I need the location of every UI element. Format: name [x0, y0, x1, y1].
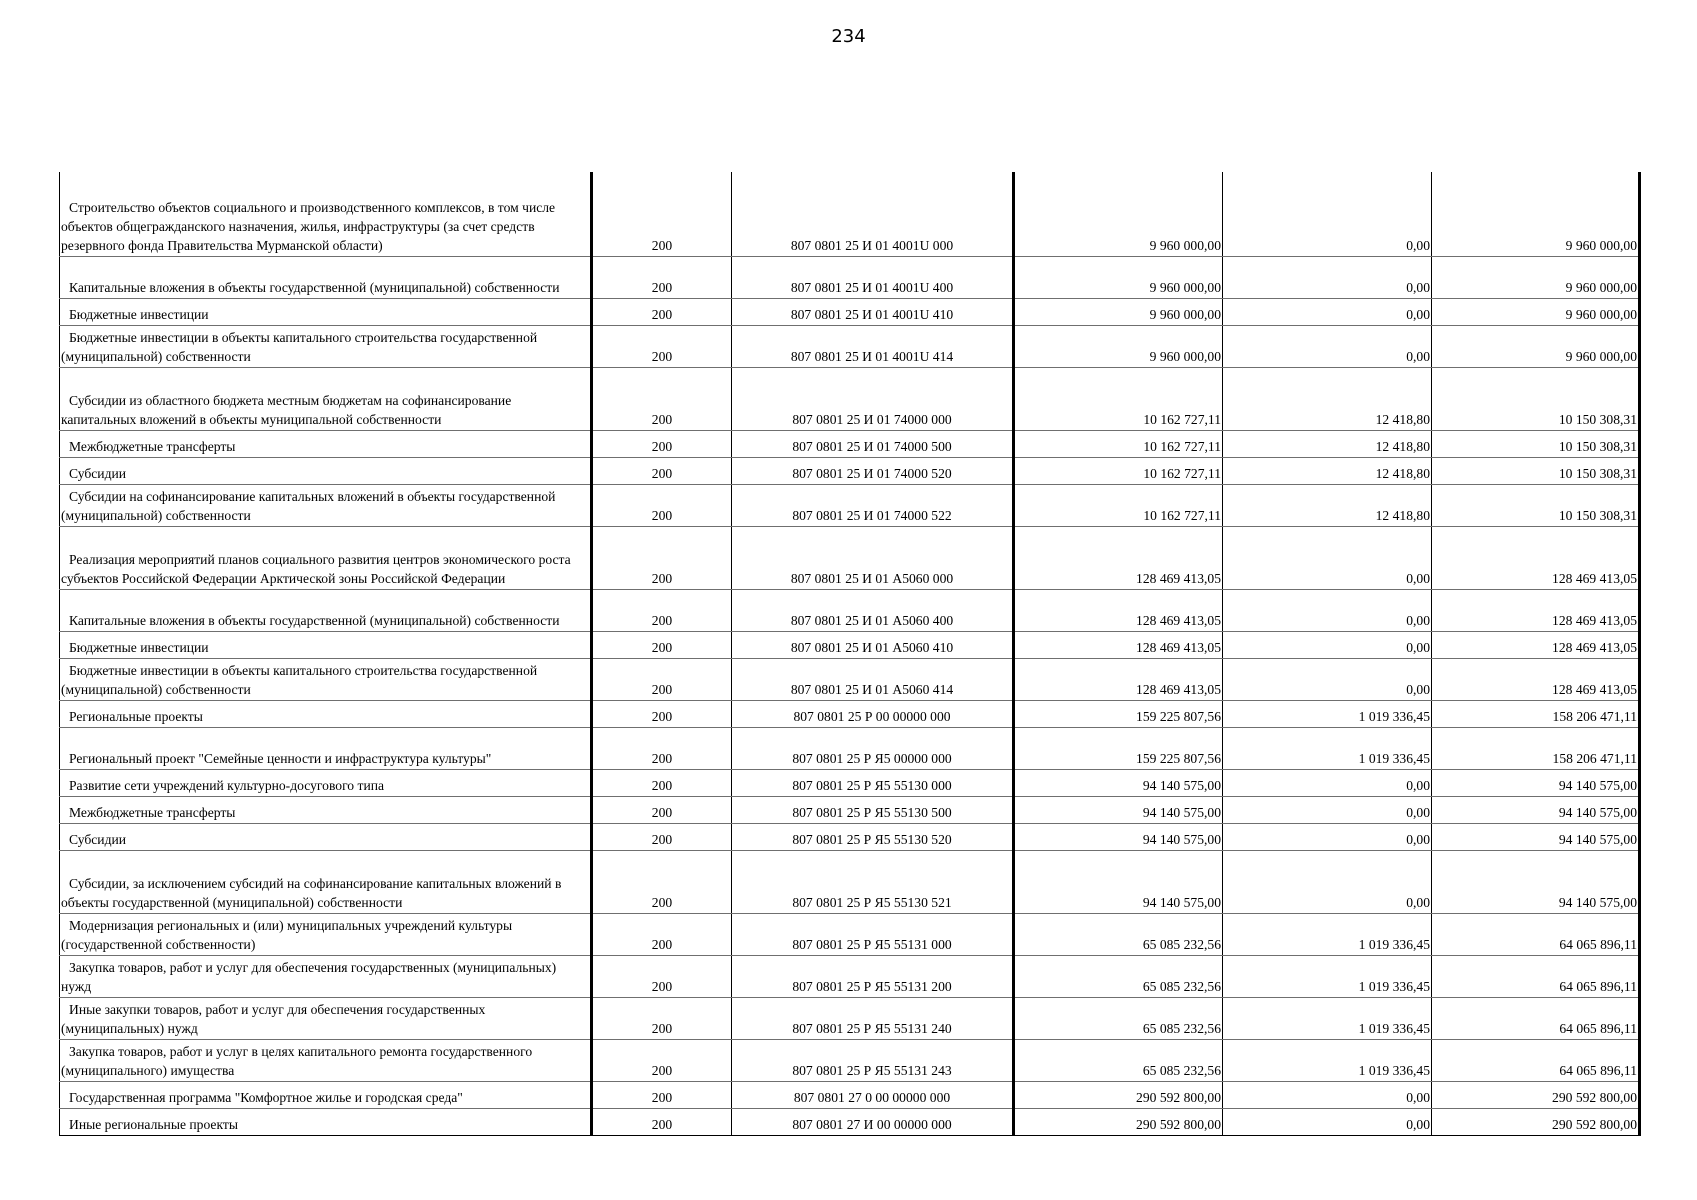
- row-value-1: 9 960 000,00: [1014, 325, 1223, 367]
- row-grbs: 200: [592, 589, 732, 631]
- row-name: [60, 1108, 592, 1135]
- row-grbs: 200: [592, 727, 732, 769]
- table-row: [60, 1108, 1640, 1135]
- row-value-3: 10 150 308,31: [1432, 367, 1640, 430]
- row-value-3: 10 150 308,31: [1432, 430, 1640, 457]
- row-value-1: 128 469 413,05: [1014, 658, 1223, 700]
- row-name-text: Бюджетные инвестиции: [69, 306, 209, 322]
- row-code: 807 0801 25 И 01 74000 522: [732, 484, 1014, 526]
- table-row: [60, 256, 1640, 298]
- table-row: [60, 325, 1640, 367]
- row-code: 807 0801 25 И 01 А5060 400: [732, 589, 1014, 631]
- table-row: [60, 484, 1640, 526]
- row-grbs: 200: [592, 769, 732, 796]
- row-code: 807 0801 25 И 01 74000 520: [732, 457, 1014, 484]
- table-row: [60, 367, 1640, 430]
- row-grbs: 200: [592, 256, 732, 298]
- row-name: [60, 913, 592, 955]
- row-name-text: Региональные проекты: [69, 708, 203, 724]
- row-value-2: 0,00: [1223, 172, 1432, 256]
- row-name-text: Межбюджетные трансферты: [69, 438, 236, 454]
- row-value-3: 9 960 000,00: [1432, 256, 1640, 298]
- row-name: [60, 1039, 592, 1081]
- table-row: [60, 430, 1640, 457]
- table-row: [60, 172, 1640, 256]
- row-value-2: 0,00: [1223, 631, 1432, 658]
- row-name: [60, 796, 592, 823]
- row-value-3: 64 065 896,11: [1432, 955, 1640, 997]
- row-code: 807 0801 25 Р Я5 55131 200: [732, 955, 1014, 997]
- row-value-2: 1 019 336,45: [1223, 727, 1432, 769]
- row-name: [60, 769, 592, 796]
- row-value-1: 128 469 413,05: [1014, 631, 1223, 658]
- row-grbs: 200: [592, 955, 732, 997]
- row-value-2: 12 418,80: [1223, 430, 1432, 457]
- row-code: 807 0801 25 Р Я5 00000 000: [732, 727, 1014, 769]
- row-code: 807 0801 27 0 00 00000 000: [732, 1081, 1014, 1108]
- row-value-1: 94 140 575,00: [1014, 769, 1223, 796]
- row-value-3: 64 065 896,11: [1432, 1039, 1640, 1081]
- row-grbs: 200: [592, 172, 732, 256]
- row-grbs: 200: [592, 298, 732, 325]
- table-row: [60, 589, 1640, 631]
- row-name-text: Бюджетные инвестиции: [69, 639, 209, 655]
- row-code: 807 0801 25 Р Я5 55131 243: [732, 1039, 1014, 1081]
- row-name-text: Капитальные вложения в объекты государственной (муниципальной) собственности: [69, 612, 560, 628]
- row-code: 807 0801 25 И 01 4001U 400: [732, 256, 1014, 298]
- row-value-2: 0,00: [1223, 658, 1432, 700]
- table-row: [60, 823, 1640, 850]
- row-grbs: 200: [592, 850, 732, 913]
- table-row: [60, 769, 1640, 796]
- row-value-2: 0,00: [1223, 526, 1432, 589]
- row-grbs: 200: [592, 658, 732, 700]
- row-name-text: Субсидии, за исключением субсидий на софинансирование капитальных вложений в объекты государственной (муниципальной) собственности: [61, 875, 562, 910]
- row-code: 807 0801 25 Р 00 00000 000: [732, 700, 1014, 727]
- row-name-text: Бюджетные инвестиции в объекты капитального строительства государственной (муниципальной) собственности: [61, 329, 538, 364]
- row-name-text: Региональный проект "Семейные ценности и инфраструктура культуры": [69, 750, 492, 766]
- row-value-2: 12 418,80: [1223, 367, 1432, 430]
- row-value-3: 94 140 575,00: [1432, 769, 1640, 796]
- table-row: [60, 913, 1640, 955]
- row-name: [60, 430, 592, 457]
- row-value-1: 290 592 800,00: [1014, 1081, 1223, 1108]
- row-name: [60, 1081, 592, 1108]
- row-name-text: Иные региональные проекты: [69, 1116, 238, 1132]
- row-code: 807 0801 25 Р Я5 55130 521: [732, 850, 1014, 913]
- row-value-2: 0,00: [1223, 298, 1432, 325]
- row-name: [60, 298, 592, 325]
- row-code: 807 0801 25 Р Я5 55130 000: [732, 769, 1014, 796]
- row-name-text: Закупка товаров, работ и услуг для обеспечения государственных (муниципальных) нужд: [61, 959, 557, 994]
- row-code: 807 0801 25 И 01 74000 500: [732, 430, 1014, 457]
- row-value-3: 128 469 413,05: [1432, 526, 1640, 589]
- table-row: [60, 631, 1640, 658]
- row-grbs: 200: [592, 1081, 732, 1108]
- row-name: [60, 997, 592, 1039]
- row-name: [60, 484, 592, 526]
- table-row: [60, 457, 1640, 484]
- row-value-3: 9 960 000,00: [1432, 298, 1640, 325]
- row-value-1: 159 225 807,56: [1014, 727, 1223, 769]
- table-row: [60, 526, 1640, 589]
- row-code: 807 0801 25 И 01 А5060 414: [732, 658, 1014, 700]
- row-name: [60, 850, 592, 913]
- row-value-2: 1 019 336,45: [1223, 700, 1432, 727]
- row-value-1: 159 225 807,56: [1014, 700, 1223, 727]
- row-value-2: 0,00: [1223, 823, 1432, 850]
- row-value-2: 0,00: [1223, 796, 1432, 823]
- row-value-3: 128 469 413,05: [1432, 658, 1640, 700]
- row-value-2: 12 418,80: [1223, 457, 1432, 484]
- row-name-text: Иные закупки товаров, работ и услуг для обеспечения государственных (муниципальных) нужд: [61, 1001, 486, 1036]
- row-code: 807 0801 25 И 01 А5060 410: [732, 631, 1014, 658]
- row-name-text: Строительство объектов социального и производственного комплексов, в том числе объектов общегражданского назначения, жилья, инфраструктуры (за счет средств резервного фонда Правительства Мурманской области): [61, 199, 556, 253]
- row-code: 807 0801 25 И 01 4001U 410: [732, 298, 1014, 325]
- row-value-1: 65 085 232,56: [1014, 955, 1223, 997]
- row-value-1: 94 140 575,00: [1014, 850, 1223, 913]
- row-value-1: 94 140 575,00: [1014, 796, 1223, 823]
- row-value-2: 0,00: [1223, 769, 1432, 796]
- table-row: [60, 727, 1640, 769]
- row-name-text: Модернизация региональных и (или) муниципальных учреждений культуры (государственной собственности): [61, 917, 513, 952]
- row-grbs: 200: [592, 913, 732, 955]
- row-grbs: 200: [592, 430, 732, 457]
- row-name: [60, 589, 592, 631]
- row-name-text: Капитальные вложения в объекты государственной (муниципальной) собственности: [69, 279, 560, 295]
- row-grbs: 200: [592, 1039, 732, 1081]
- row-name: [60, 172, 592, 256]
- row-name: [60, 955, 592, 997]
- row-value-2: 0,00: [1223, 1081, 1432, 1108]
- row-grbs: 200: [592, 796, 732, 823]
- row-value-3: 10 150 308,31: [1432, 484, 1640, 526]
- row-value-3: 94 140 575,00: [1432, 796, 1640, 823]
- table-row: [60, 850, 1640, 913]
- row-grbs: 200: [592, 997, 732, 1039]
- row-grbs: 200: [592, 457, 732, 484]
- row-value-1: 65 085 232,56: [1014, 997, 1223, 1039]
- row-grbs: 200: [592, 1108, 732, 1135]
- row-value-2: 0,00: [1223, 256, 1432, 298]
- row-value-3: 290 592 800,00: [1432, 1108, 1640, 1135]
- row-name-text: Субсидии на софинансирование капитальных вложений в объекты государственной (муниципальной) собственности: [61, 488, 556, 523]
- row-value-2: 0,00: [1223, 589, 1432, 631]
- row-value-3: 158 206 471,11: [1432, 700, 1640, 727]
- row-code: 807 0801 27 И 00 00000 000: [732, 1108, 1014, 1135]
- row-value-3: 128 469 413,05: [1432, 631, 1640, 658]
- row-value-1: 128 469 413,05: [1014, 589, 1223, 631]
- row-name-text: Субсидии: [69, 465, 127, 481]
- row-value-2: 0,00: [1223, 1108, 1432, 1135]
- row-code: 807 0801 25 И 01 4001U 000: [732, 172, 1014, 256]
- row-grbs: 200: [592, 484, 732, 526]
- row-value-3: 158 206 471,11: [1432, 727, 1640, 769]
- row-name: [60, 727, 592, 769]
- row-value-3: 10 150 308,31: [1432, 457, 1640, 484]
- row-name-text: Межбюджетные трансферты: [69, 804, 236, 820]
- row-code: 807 0801 25 И 01 А5060 000: [732, 526, 1014, 589]
- row-name-text: Развитие сети учреждений культурно-досугового типа: [69, 777, 385, 793]
- row-value-3: 64 065 896,11: [1432, 913, 1640, 955]
- row-name-text: Бюджетные инвестиции в объекты капитального строительства государственной (муниципальной) собственности: [61, 662, 538, 697]
- row-value-1: 10 162 727,11: [1014, 457, 1223, 484]
- table-row: [60, 700, 1640, 727]
- budget-table-body: [60, 172, 1640, 1135]
- row-name: [60, 457, 592, 484]
- row-value-1: 10 162 727,11: [1014, 367, 1223, 430]
- row-value-3: 94 140 575,00: [1432, 850, 1640, 913]
- table-row: [60, 997, 1640, 1039]
- row-value-1: 9 960 000,00: [1014, 256, 1223, 298]
- row-name: [60, 658, 592, 700]
- row-value-1: 10 162 727,11: [1014, 484, 1223, 526]
- row-value-1: 94 140 575,00: [1014, 823, 1223, 850]
- row-value-1: 65 085 232,56: [1014, 1039, 1223, 1081]
- row-value-2: 1 019 336,45: [1223, 955, 1432, 997]
- row-code: 807 0801 25 И 01 4001U 414: [732, 325, 1014, 367]
- row-value-3: 290 592 800,00: [1432, 1081, 1640, 1108]
- row-value-2: 1 019 336,45: [1223, 913, 1432, 955]
- row-value-1: 128 469 413,05: [1014, 526, 1223, 589]
- table-row: [60, 658, 1640, 700]
- row-value-2: 1 019 336,45: [1223, 1039, 1432, 1081]
- row-code: 807 0801 25 Р Я5 55131 240: [732, 997, 1014, 1039]
- row-value-1: 9 960 000,00: [1014, 172, 1223, 256]
- row-name: [60, 631, 592, 658]
- row-code: 807 0801 25 И 01 74000 000: [732, 367, 1014, 430]
- table-row: [60, 1039, 1640, 1081]
- row-value-3: 94 140 575,00: [1432, 823, 1640, 850]
- budget-table: [59, 172, 1641, 1136]
- row-name: [60, 823, 592, 850]
- row-value-3: 9 960 000,00: [1432, 325, 1640, 367]
- row-value-1: 290 592 800,00: [1014, 1108, 1223, 1135]
- row-code: 807 0801 25 Р Я5 55130 520: [732, 823, 1014, 850]
- row-name: [60, 526, 592, 589]
- row-name: [60, 367, 592, 430]
- row-name: [60, 700, 592, 727]
- row-value-2: 1 019 336,45: [1223, 997, 1432, 1039]
- row-value-3: 128 469 413,05: [1432, 589, 1640, 631]
- row-code: 807 0801 25 Р Я5 55131 000: [732, 913, 1014, 955]
- row-grbs: 200: [592, 325, 732, 367]
- row-name-text: Субсидии: [69, 831, 127, 847]
- table-row: [60, 1081, 1640, 1108]
- row-grbs: 200: [592, 631, 732, 658]
- row-name-text: Государственная программа "Комфортное жилье и городская среда": [69, 1089, 463, 1105]
- row-value-1: 9 960 000,00: [1014, 298, 1223, 325]
- row-name-text: Закупка товаров, работ и услуг в целях капитального ремонта государственного (муниципального) имущества: [61, 1043, 533, 1078]
- row-code: 807 0801 25 Р Я5 55130 500: [732, 796, 1014, 823]
- row-grbs: 200: [592, 367, 732, 430]
- row-grbs: 200: [592, 700, 732, 727]
- row-value-2: 12 418,80: [1223, 484, 1432, 526]
- row-name-text: Субсидии из областного бюджета местным бюджетам на софинансирование капитальных вложений в объекты муниципальной собственности: [61, 392, 512, 427]
- row-name: [60, 325, 592, 367]
- row-value-1: 65 085 232,56: [1014, 913, 1223, 955]
- table-row: [60, 796, 1640, 823]
- table-row: [60, 955, 1640, 997]
- row-name-text: Реализация мероприятий планов социального развития центров экономического роста субъектов Российской Федерации Арктической зоны Российской Федерации: [61, 551, 571, 586]
- table-row: [60, 298, 1640, 325]
- row-grbs: 200: [592, 823, 732, 850]
- row-value-2: 0,00: [1223, 850, 1432, 913]
- row-value-3: 9 960 000,00: [1432, 172, 1640, 256]
- row-value-3: 64 065 896,11: [1432, 997, 1640, 1039]
- row-value-1: 10 162 727,11: [1014, 430, 1223, 457]
- row-grbs: 200: [592, 526, 732, 589]
- row-name: [60, 256, 592, 298]
- page-number: 234: [831, 26, 866, 47]
- row-value-2: 0,00: [1223, 325, 1432, 367]
